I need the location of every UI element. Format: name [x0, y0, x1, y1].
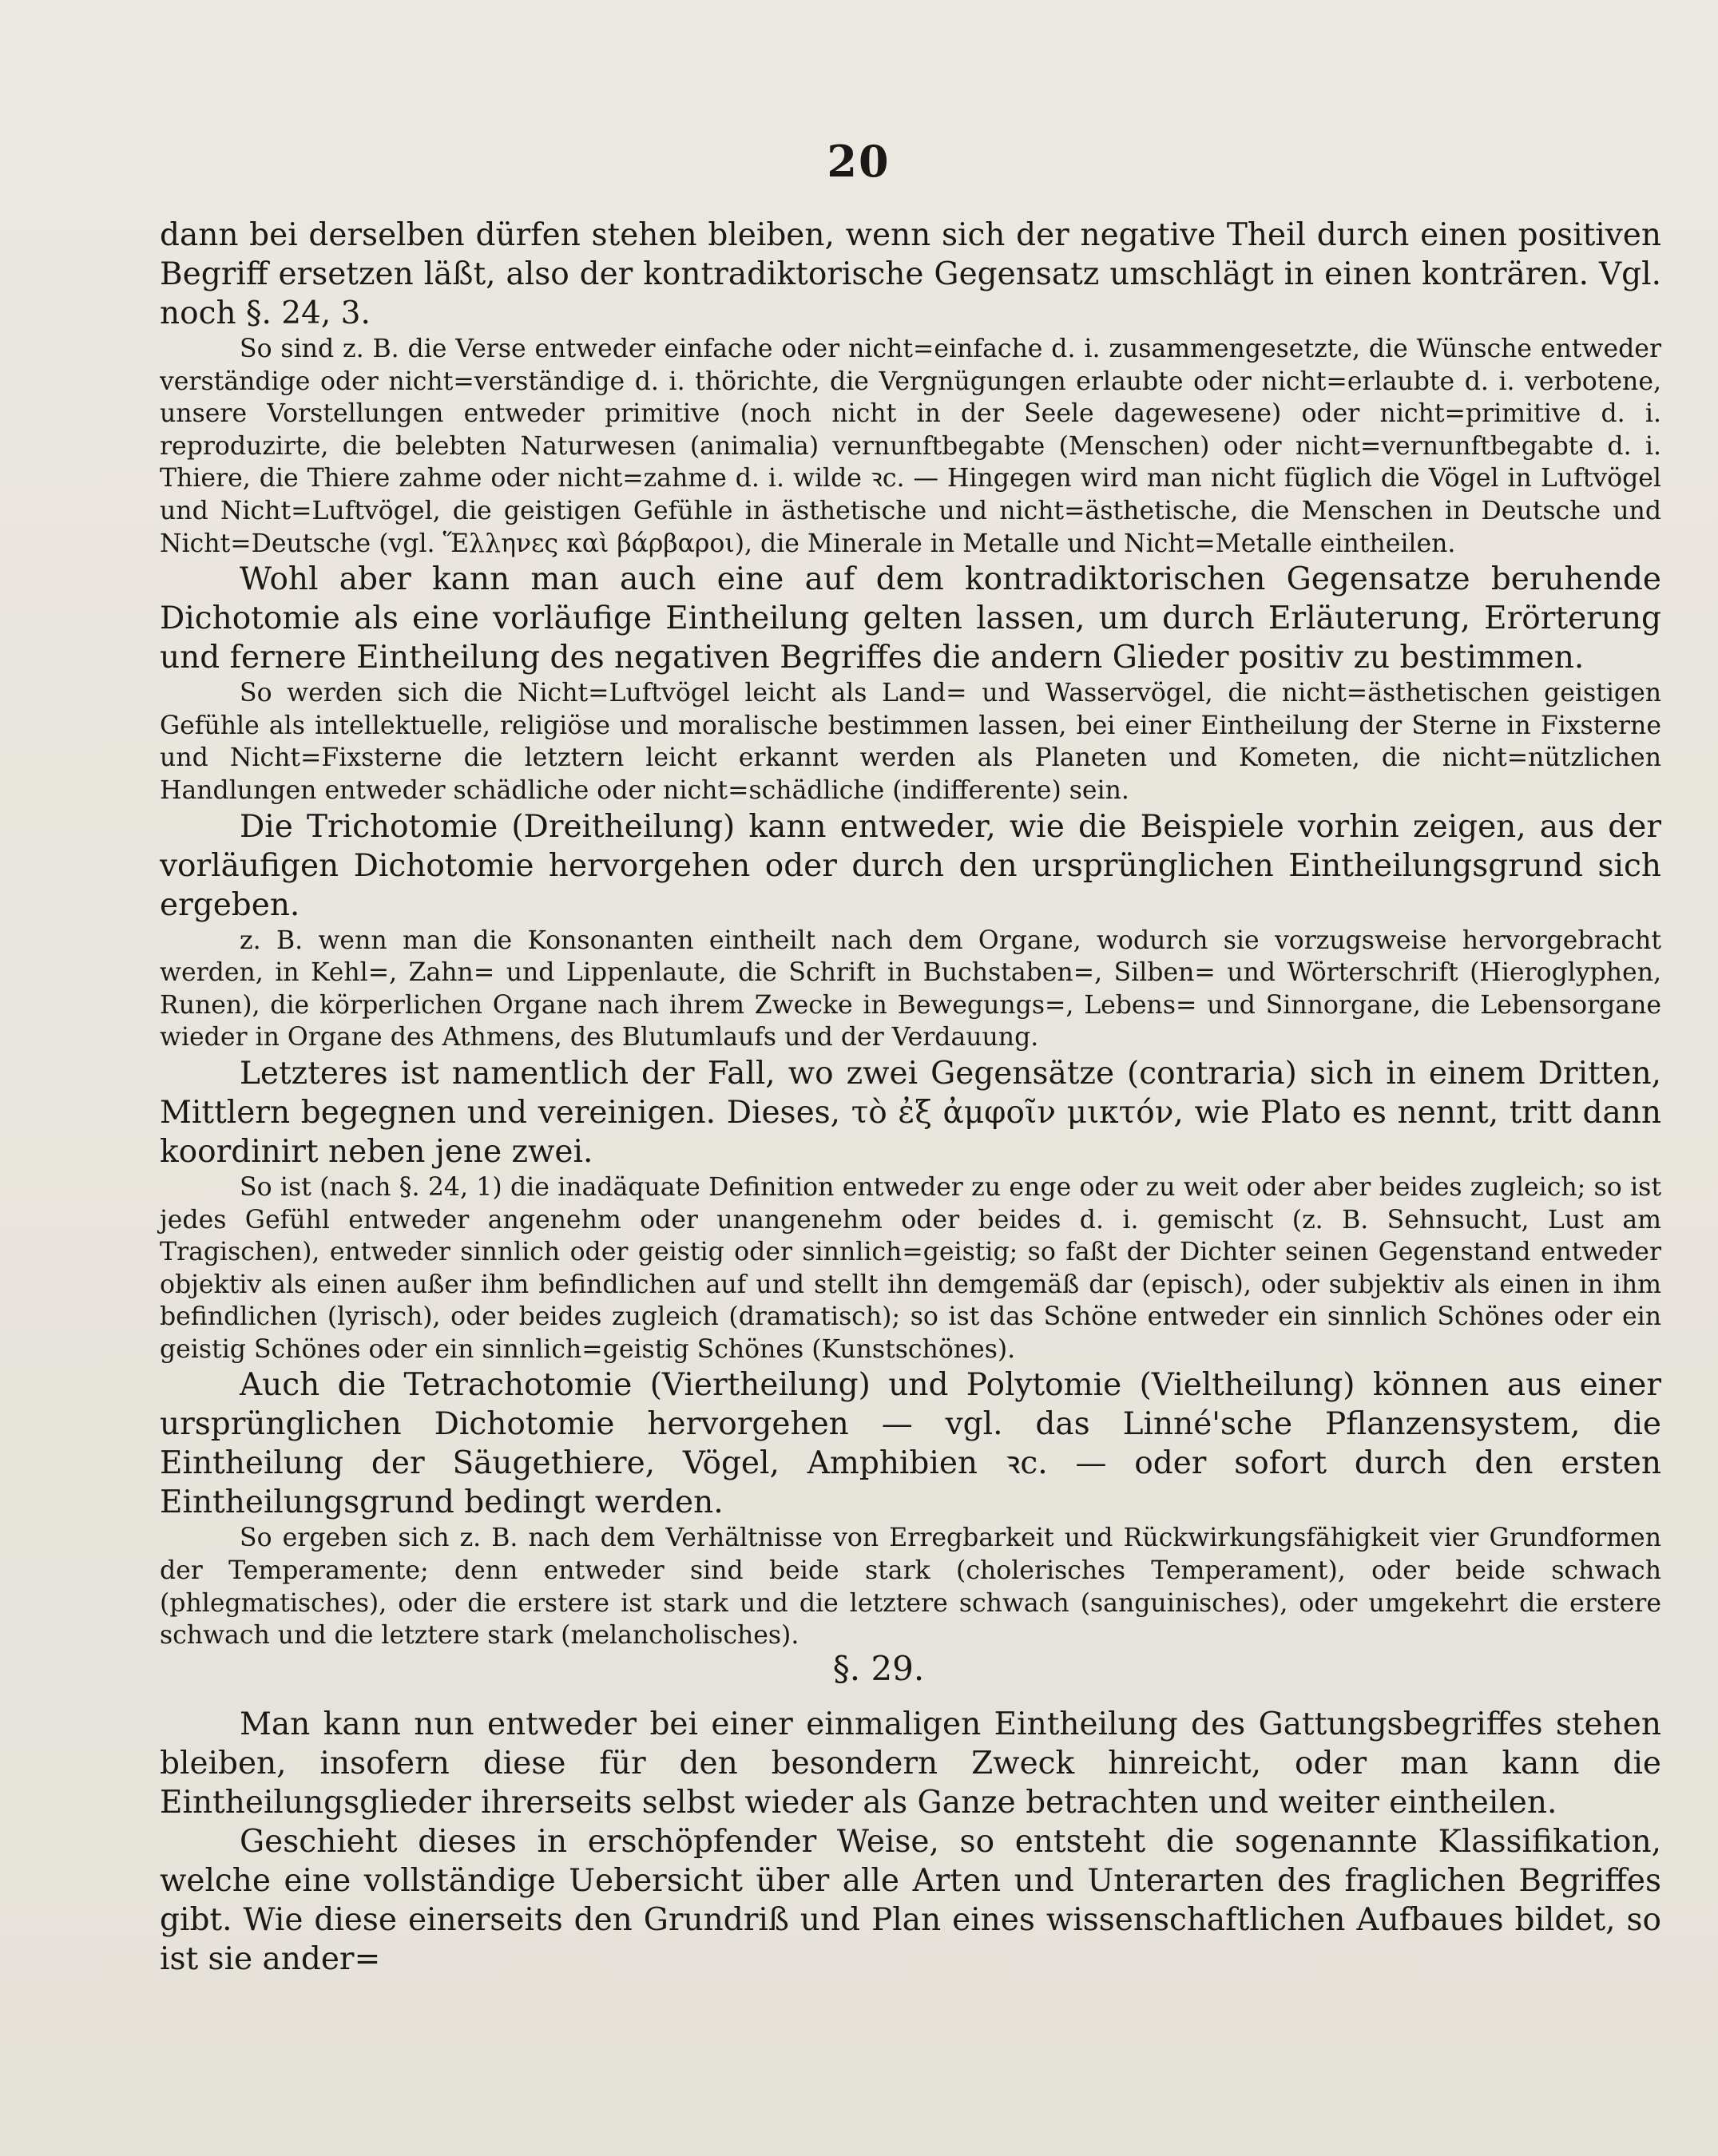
example-paragraph-5: So ergeben sich z. B. nach dem Verhältnisse von Erregbarkeit und Rückwirkungsfähigkeit vier Grundformen der Temperamente; denn entweder sind beide stark (cholerisches Temperament), oder beide schwach (phlegmatisches), oder die erstere ist stark und die letztere schwach (sanguinisches), oder umgekehrt die erstere schwach und die letztere stark (melancholisches). — [160, 1524, 1661, 1651]
example-paragraph-1: So sind z. B. die Verse entweder einfache oder nicht=einfache d. i. zusammengesetzte, die Wünsche entweder verständige oder nicht=verständige d. i. thörichte, die Vergnügungen erlaubte oder nicht=erlaubte d. i. verbotene, unsere Vorstellungen entweder primitive (noch nicht in der Seele dagewesene) oder nicht=primitive d. i. reproduzirte, die belebten Naturwesen (animalia) vernunftbegabte (Menschen) oder nicht=vernunftbegabte d. i. Thiere, die Thiere zahme oder nicht=zahme d. i. wilde ꝛc. — Hingegen wird man nicht füglich die Vögel in Luftvögel und Nicht=Luftvögel, die geistigen Gefühle in ästhetische und nicht=ästhetische, die Menschen in Deutsche und Nicht=Deutsche (vgl. Ἕλληνες καὶ βάρβαροι), die Minerale in Metalle und Nicht=Metalle eintheilen. — [160, 335, 1661, 558]
example-paragraph-3: z. B. wenn man die Konsonanten eintheilt nach dem Organe, wodurch sie vorzugsweise hervorgebracht werden, in Kehl=, Zahn= und Lippenlaute, die Schrift in Buchstaben=, Silben= und Wörterschrift (Hieroglyphen, Runen), die körperlichen Organe nach ihrem Zwecke in Bewegungs=, Lebens= und Sinnorgane, die Lebensorgane wieder in Organe des Athmens, des Blutumlaufs und der Verdauung. — [160, 925, 1661, 1052]
paragraph-3: Die Trichotomie (Dreitheilung) kann entweder, wie die Beispiele vorhin zeigen, aus der vorläufigen Dichotomie hervorgehen oder durch den ursprünglichen Eintheilungsgrund sich ergeben. — [160, 808, 1661, 923]
example-paragraph-4: So ist (nach §. 24, 1) die inadäquate Definition entweder zu enge oder zu weit oder aber beides zugleich; so ist jedes Gefühl entweder angenehm oder unangenehm oder beides d. i. gemischt (z. B. Sehnsucht, Lust am Tragischen), entweder sinnlich oder geistig oder sinnlich=geistig; so faßt der Dichter seinen Gegenstand entweder objektiv als einen außer ihm befindlichen auf und stellt ihn demgemäß dar (episch), oder subjektiv als einen in ihm befindlichen (lyrisch), oder beides zugleich (dramatisch); so ist das Schöne entweder ein sinnlich Schönes oder ein geistig Schönes oder ein sinnlich=geistig Schönes (Kunstschönes). — [160, 1172, 1661, 1364]
text-block-section — [160, 1705, 1661, 1979]
section-paragraph-1: Man kann nun entweder bei einer einmaligen Eintheilung des Gattungsbegriffes stehen bleiben, insofern diese für den besondern Zweck hinreicht, oder man kann die Eintheilungsglieder ihrerseits selbst wieder als Ganze betrachten und weiter eintheilen. — [160, 1706, 1661, 1821]
page-number: 20 — [827, 136, 891, 187]
section-paragraph-2: Geschieht dieses in erschöpfender Weise, so entsteht die sogenannte Klassifikation, welche eine vollständige Uebersicht über alle Arten und Unterarten des fraglichen Begriffes gibt. Wie diese einerseits den Grundriß und Plan eines wissenschaftlichen Aufbaues bildet, so ist sie ander= — [160, 1824, 1661, 1977]
paragraph-1: dann bei derselben dürfen stehen bleiben, wenn sich der negative Theil durch einen positiven Begriff ersetzen läßt, also der kontradiktorische Gegensatz umschlägt in einen konträren. Vgl. noch §. 24, 3. — [160, 217, 1661, 331]
section-heading: §. 29. — [832, 1649, 925, 1688]
paragraph-5: Auch die Tetrachotomie (Viertheilung) und Polytomie (Vieltheilung) können aus einer ursprünglichen Dichotomie hervorgehen — vgl. das Linné'sche Pflanzensystem, die Eintheilung der Säugethiere, Vögel, Amphibien ꝛc. — oder sofort durch den ersten Eintheilungsgrund bedingt werden. — [160, 1367, 1661, 1521]
text-block-upper — [160, 216, 1661, 1652]
paragraph-2: Wohl aber kann man auch eine auf dem kontradiktorischen Gegensatze beruhende Dichotomie als eine vorläufige Eintheilung gelten lassen, um durch Erläuterung, Erörterung und fernere Eintheilung des negativen Begriffes die andern Glieder positiv zu bestimmen. — [160, 561, 1661, 676]
paragraph-4: Letzteres ist namentlich der Fall, wo zwei Gegensätze (contraria) sich in einem Dritten, Mittlern begegnen und vereinigen. Dieses, τὸ ἐξ ἀμφοῖν μικτόν, wie Plato es nennt, tritt dann koordinirt neben jene zwei. — [160, 1055, 1661, 1170]
example-paragraph-2: So werden sich die Nicht=Luftvögel leicht als Land= und Wasservögel, die nicht=ästhetischen geistigen Gefühle als intellektuelle, religiöse und moralische bestimmen lassen, bei einer Eintheilung der Sterne in Fixsterne und Nicht=Fixsterne die letztern leicht erkannt werden als Planeten und Kometen, die nicht=nützlichen Handlungen entweder schädliche oder nicht=schädliche (indifferente) sein. — [160, 679, 1661, 805]
